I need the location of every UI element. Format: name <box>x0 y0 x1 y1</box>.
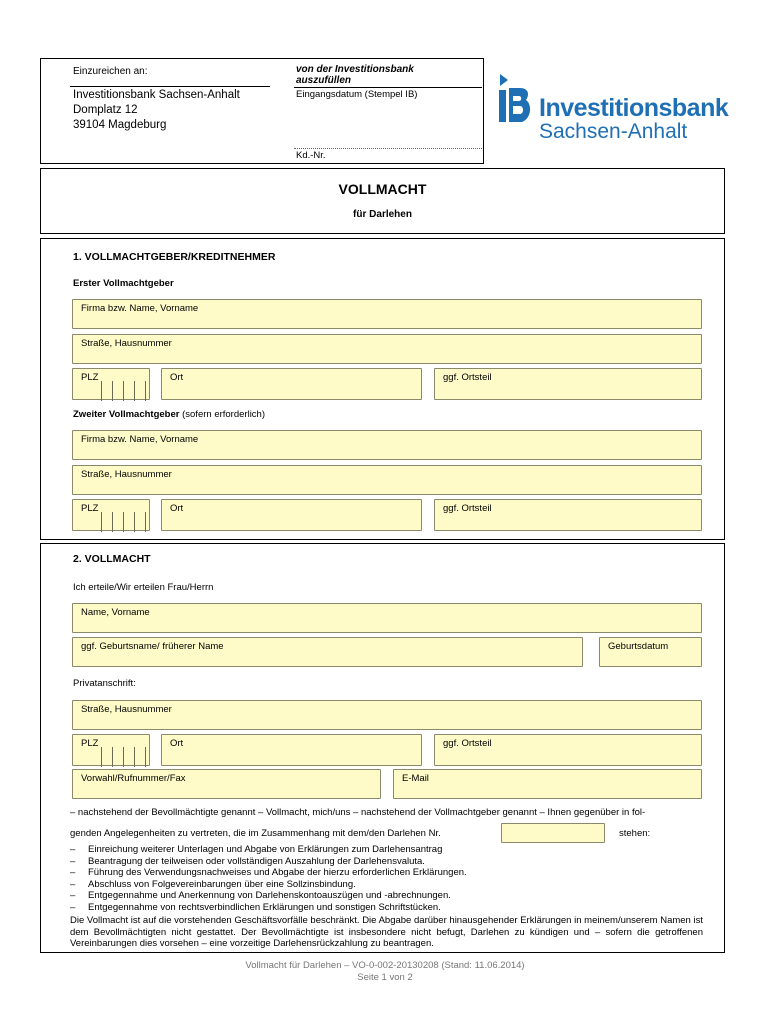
field-label: Firma bzw. Name, Vorname <box>81 303 199 314</box>
address-underline <box>70 86 270 87</box>
field-label: Ort <box>170 738 184 749</box>
list-item: – Einreichung weiterer Unterlagen und Abgabe von Erklärungen zum Darlehensantrag <box>70 844 710 856</box>
bank-logo <box>496 74 729 144</box>
logo-mark-icon <box>496 74 532 128</box>
address-block <box>73 88 240 133</box>
footer-page-number: Seite 1 von 2 <box>357 972 413 983</box>
attorney-email-field[interactable] <box>393 769 702 799</box>
grantor2-name-field[interactable] <box>72 430 702 460</box>
attorney-phone-field[interactable] <box>72 769 381 799</box>
list-item: – Abschluss von Folgevereinbarungen über eine Sollzinsbindung. <box>70 879 710 891</box>
grantor2-city-field[interactable] <box>161 499 422 531</box>
section2-intro: Ich erteile/Wir erteilen Frau/Herrn <box>73 582 214 593</box>
first-grantor-label: Erster Vollmachtgeber <box>73 278 174 289</box>
field-label: Ort <box>170 503 184 514</box>
field-label: PLZ <box>81 503 99 514</box>
address-line-1: Investitionsbank Sachsen-Anhalt <box>73 89 240 101</box>
attorney-city-field[interactable] <box>161 734 422 766</box>
receipt-date-label: Eingangsdatum (Stempel IB) <box>296 89 418 100</box>
power-text-line2: genden Angelegenheiten zu vertreten, die im Zusammenhang mit dem/den Darlehen Nr. <box>70 828 441 839</box>
bank-use-label <box>296 64 414 86</box>
power-text-line2-end: stehen: <box>619 828 651 839</box>
grantor2-plz-field[interactable] <box>72 499 150 531</box>
title-box <box>40 168 725 234</box>
page-title: VOLLMACHT <box>338 181 427 197</box>
field-label: Vorwahl/Rufnummer/Fax <box>81 773 186 784</box>
attorney-plz-field[interactable] <box>72 734 150 766</box>
list-item: – Entgegennahme von rechtsverbindlichen Erklärungen und sonstigen Schriftstücken. <box>70 902 710 914</box>
submit-to-label: Einzureichen an: <box>73 66 148 77</box>
field-label: E-Mail <box>402 773 429 784</box>
grantor2-street-field[interactable] <box>72 465 702 495</box>
address-line-3: 39104 Magdeburg <box>73 119 167 131</box>
customer-no-label: Kd.-Nr. <box>296 150 326 161</box>
logo-text-line2: Sachsen-Anhalt <box>539 120 688 143</box>
bank-use-label-line2: auszufüllen <box>296 75 352 86</box>
grantor1-name-field[interactable] <box>72 299 702 329</box>
list-item: – Entgegennahme und Anerkennung von Darlehenskontoauszügen und -abrechnungen. <box>70 890 710 902</box>
field-label: Straße, Hausnummer <box>81 469 172 480</box>
grantor1-plz-field[interactable] <box>72 368 150 400</box>
field-label: PLZ <box>81 372 99 383</box>
plz-digit-cells <box>101 512 156 532</box>
section1-heading: 1. VOLLMACHTGEBER/KREDITNEHMER <box>73 251 276 263</box>
footer-line1: Vollmacht für Darlehen – VO-0-002-20130208 (Stand: 11.06.2014) <box>245 960 525 971</box>
field-label: ggf. Ortsteil <box>443 372 492 383</box>
address-line-2: Domplatz 12 <box>73 104 138 116</box>
list-item: – Führung des Verwendungsnachweises und Abgabe der hierzu erforderlichen Erklärungen. <box>70 867 710 879</box>
field-label: ggf. Ortsteil <box>443 503 492 514</box>
second-grantor-label-note: (sofern erforderlich) <box>179 409 265 420</box>
page-subtitle: für Darlehen <box>353 209 412 220</box>
grantor2-district-field[interactable] <box>434 499 702 531</box>
bank-use-label-line1: von der Investitionsbank <box>296 64 414 75</box>
field-label: PLZ <box>81 738 99 749</box>
second-grantor-label <box>73 409 265 420</box>
field-label: ggf. Geburtsname/ früherer Name <box>81 641 224 652</box>
customer-no-line <box>294 148 482 149</box>
authorization-list <box>70 844 710 913</box>
field-label: Name, Vorname <box>81 607 150 618</box>
attorney-street-field[interactable] <box>72 700 702 730</box>
plz-digit-cells <box>101 381 156 401</box>
second-grantor-label-bold: Zweiter Vollmachtgeber <box>73 409 180 420</box>
field-label: Straße, Hausnummer <box>81 338 172 349</box>
field-label: Straße, Hausnummer <box>81 704 172 715</box>
footer <box>0 960 770 984</box>
closing-text: Die Vollmacht ist auf die vorstehenden Geschäftsvorfälle beschränkt. Die Abgabe darüber hinausgehender Erklärungen in meinem/unserem Namen ist dem Bevollmächtigten nicht gestattet. Der Bevollmächtigte ist insbesondere nicht befugt, Darlehen zu kündigen und – sofern die getroffenen Vereinbarungen dies vorsehen – eine vorzeitige Darlehensrückzahlung zu beantragen. <box>70 915 703 949</box>
power-text-line1: – nachstehend der Bevollmächtigte genannt – Vollmacht, mich/uns – nachstehend der Vollmachtgeber genannt – Ihnen gegenüber in fol- <box>70 807 646 818</box>
field-label: Geburtsdatum <box>608 641 669 652</box>
grantor1-city-field[interactable] <box>161 368 422 400</box>
private-address-label: Privatanschrift: <box>73 678 136 689</box>
list-item: – Beantragung der teilweisen oder vollständigen Auszahlung der Darlehensvaluta. <box>70 856 710 868</box>
field-label: Firma bzw. Name, Vorname <box>81 434 199 445</box>
bank-use-underline <box>294 87 482 88</box>
attorney-birthname-field[interactable] <box>72 637 583 667</box>
section2-heading: 2. VOLLMACHT <box>73 553 151 565</box>
field-label: Ort <box>170 372 184 383</box>
attorney-name-field[interactable] <box>72 603 702 633</box>
attorney-district-field[interactable] <box>434 734 702 766</box>
plz-digit-cells <box>101 747 156 767</box>
logo-text-line1: Investitionsbank <box>539 94 729 122</box>
attorney-birthdate-field[interactable] <box>599 637 702 667</box>
grantor1-district-field[interactable] <box>434 368 702 400</box>
grantor1-street-field[interactable] <box>72 334 702 364</box>
field-label: ggf. Ortsteil <box>443 738 492 749</box>
loan-number-field[interactable] <box>501 823 605 843</box>
